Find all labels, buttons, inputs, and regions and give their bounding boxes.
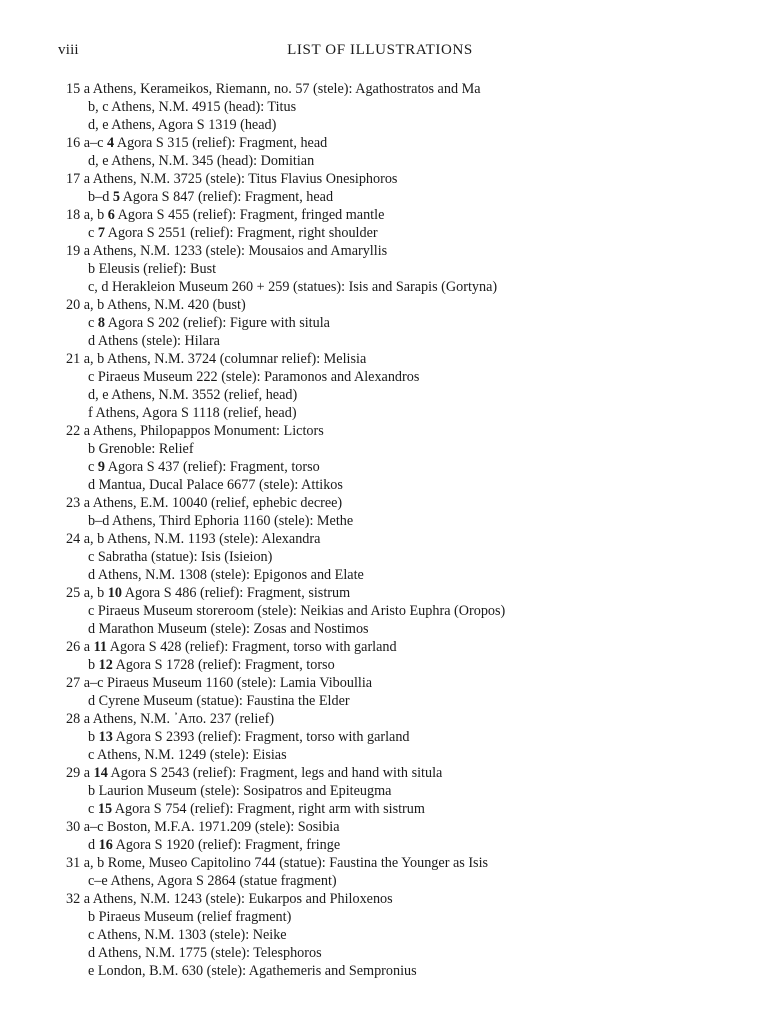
entry-text: e London, B.M. 630 (stele): Agathemeris and Sempronius xyxy=(88,963,417,979)
entry-text: d Cyrene Museum (statue): Faustina the Elder xyxy=(88,693,350,709)
entry-text: b, c Athens, N.M. 4915 (head): Titus xyxy=(88,99,297,115)
entry-text: b Eleusis (relief): Bust xyxy=(88,261,217,277)
entry-text: d, e Athens, N.M. 345 (head): Domitian xyxy=(88,153,315,169)
entry-text: c Sabratha (statue): Isis (Isieion) xyxy=(88,549,273,565)
list-item xyxy=(66,296,726,314)
list-item xyxy=(66,638,726,656)
entry-text-continued: Agora S 847 (relief): Fragment, head xyxy=(119,189,334,205)
list-item xyxy=(66,386,726,404)
list-item xyxy=(66,278,726,296)
agora-number: 16 xyxy=(98,837,113,853)
list-item xyxy=(66,458,726,476)
list-item xyxy=(66,368,726,386)
agora-number: 6 xyxy=(107,207,115,223)
entry-text: d Athens, N.M. 1775 (stele): Telesphoros xyxy=(88,945,322,961)
list-item xyxy=(66,890,726,908)
entry-text: 15 a Athens, Kerameikos, Riemann, no. 57 (stele): Agathostratos and Ma xyxy=(66,81,481,97)
list-item xyxy=(66,818,726,836)
entry-text: c, d Herakleion Museum 260 + 259 (statues): Isis and Sarapis (Gortyna) xyxy=(88,279,498,295)
list-item xyxy=(66,188,726,206)
list-item xyxy=(66,944,726,962)
entry-text-continued: Agora S 437 (relief): Fragment, torso xyxy=(104,459,320,475)
list-item xyxy=(66,710,726,728)
agora-number: 13 xyxy=(98,729,113,745)
agora-number: 5 xyxy=(112,189,120,205)
list-item xyxy=(66,962,726,980)
list-item xyxy=(66,836,726,854)
list-item xyxy=(66,548,726,566)
entry-text: 20 a, b Athens, N.M. 420 (bust) xyxy=(66,297,246,313)
entry-text: b xyxy=(88,657,99,673)
list-item xyxy=(66,314,726,332)
list-item xyxy=(66,728,726,746)
entry-text: 22 a Athens, Philopappos Monument: Lictors xyxy=(66,423,324,439)
entry-text: b Laurion Museum (stele): Sosipatros and Epiteugma xyxy=(88,783,392,799)
entry-text: c–e Athens, Agora S 2864 (statue fragment) xyxy=(88,873,337,889)
list-item xyxy=(66,134,726,152)
entry-text: 28 a Athens, N.M. ᾿Aπo. 237 (relief) xyxy=(66,711,275,727)
entry-text: c xyxy=(88,801,98,817)
entry-text: c Piraeus Museum storeroom (stele): Neikias and Aristo Euphra (Oropos) xyxy=(88,603,506,619)
entry-text: c Athens, N.M. 1249 (stele): Eisias xyxy=(88,747,287,763)
entry-text-continued: Agora S 428 (relief): Fragment, torso with garland xyxy=(107,639,397,655)
list-item xyxy=(66,656,726,674)
illustrations-list xyxy=(66,80,726,980)
list-item xyxy=(66,98,726,116)
entry-text: d Mantua, Ducal Palace 6677 (stele): Attikos xyxy=(88,477,343,493)
entry-text: b Grenoble: Relief xyxy=(88,441,194,457)
entry-text-continued: Agora S 315 (relief): Fragment, head xyxy=(114,135,328,151)
entry-text-continued: Agora S 2551 (relief): Fragment, right shoulder xyxy=(104,225,378,241)
entry-text: d Athens, N.M. 1308 (stele): Epigonos and Elate xyxy=(88,567,364,583)
list-item xyxy=(66,332,726,350)
list-item xyxy=(66,800,726,818)
agora-number: 14 xyxy=(93,765,108,781)
list-item xyxy=(66,620,726,638)
entry-text: d Athens (stele): Hilara xyxy=(88,333,220,349)
entry-text-continued: Agora S 1920 (relief): Fragment, fringe xyxy=(112,837,341,853)
running-title: LIST OF ILLUSTRATIONS xyxy=(287,42,473,58)
entry-text: 19 a Athens, N.M. 1233 (stele): Mousaios and Amaryllis xyxy=(66,243,388,259)
entry-text-continued: Agora S 202 (relief): Figure with situla xyxy=(104,315,330,331)
entry-text-continued: Agora S 486 (relief): Fragment, sistrum xyxy=(121,585,351,601)
entry-text: c xyxy=(88,459,98,475)
list-item xyxy=(66,512,726,530)
agora-number: 11 xyxy=(93,639,107,655)
list-item xyxy=(66,530,726,548)
page-number: viii xyxy=(58,42,79,58)
entry-text: c Athens, N.M. 1303 (stele): Neike xyxy=(88,927,287,943)
list-item xyxy=(66,692,726,710)
entry-text: d Marathon Museum (stele): Zosas and Nostimos xyxy=(88,621,369,637)
entry-text: 29 a xyxy=(66,765,94,781)
page-header xyxy=(58,42,702,66)
entry-text: 27 a–c Piraeus Museum 1160 (stele): Lamia Viboullia xyxy=(66,675,373,691)
list-item xyxy=(66,80,726,98)
agora-number: 8 xyxy=(97,315,105,331)
entry-text: 24 a, b Athens, N.M. 1193 (stele): Alexandra xyxy=(66,531,321,547)
entry-text: c xyxy=(88,225,98,241)
list-item xyxy=(66,224,726,242)
entry-text: 23 a Athens, E.M. 10040 (relief, ephebic decree) xyxy=(66,495,343,511)
list-item xyxy=(66,350,726,368)
list-item xyxy=(66,116,726,134)
list-item xyxy=(66,494,726,512)
agora-number: 4 xyxy=(106,135,115,151)
list-item xyxy=(66,242,726,260)
list-item xyxy=(66,260,726,278)
list-item xyxy=(66,602,726,620)
list-item xyxy=(66,584,726,602)
entry-text: 31 a, b Rome, Museo Capitolino 744 (statue): Faustina the Younger as Isis xyxy=(66,855,489,871)
list-item xyxy=(66,782,726,800)
entry-text-continued: Agora S 455 (relief): Fragment, fringed mantle xyxy=(114,207,385,223)
entry-text: b xyxy=(88,729,99,745)
agora-number: 9 xyxy=(97,459,105,475)
entry-text-continued: Agora S 2393 (relief): Fragment, torso with garland xyxy=(112,729,410,745)
agora-number: 12 xyxy=(98,657,113,673)
entry-text: d xyxy=(88,837,99,853)
entry-text: d, e Athens, Agora S 1319 (head) xyxy=(88,117,277,133)
list-item xyxy=(66,674,726,692)
list-item xyxy=(66,440,726,458)
entry-text: 21 a, b Athens, N.M. 3724 (columnar relief): Melisia xyxy=(66,351,367,367)
entry-text: b Piraeus Museum (relief fragment) xyxy=(88,909,292,925)
entry-text: 18 a, b xyxy=(66,207,108,223)
entry-text: b–d Athens, Third Ephoria 1160 (stele): Methe xyxy=(88,513,354,529)
list-item xyxy=(66,746,726,764)
entry-text: 17 a Athens, N.M. 3725 (stele): Titus Flavius Onesiphoros xyxy=(66,171,398,187)
list-item xyxy=(66,170,726,188)
list-item xyxy=(66,566,726,584)
list-item xyxy=(66,422,726,440)
list-item xyxy=(66,926,726,944)
agora-number: 15 xyxy=(97,801,113,817)
entry-text: b–d xyxy=(88,189,113,205)
list-item xyxy=(66,404,726,422)
list-item xyxy=(66,152,726,170)
list-item xyxy=(66,854,726,872)
list-item xyxy=(66,908,726,926)
entry-text: f Athens, Agora S 1118 (relief, head) xyxy=(88,405,297,421)
entry-text: d, e Athens, N.M. 3552 (relief, head) xyxy=(88,387,298,403)
entry-text: c xyxy=(88,315,98,331)
entry-text: 30 a–c Boston, M.F.A. 1971.209 (stele): Sosibia xyxy=(66,819,340,835)
list-item xyxy=(66,872,726,890)
entry-text-continued: Agora S 1728 (relief): Fragment, torso xyxy=(112,657,335,673)
list-item xyxy=(66,476,726,494)
entry-text: c Piraeus Museum 222 (stele): Paramonos and Alexandros xyxy=(88,369,420,385)
entry-text: 25 a, b xyxy=(66,585,108,601)
agora-number: 10 xyxy=(107,585,122,601)
entry-text: 32 a Athens, N.M. 1243 (stele): Eukarpos and Philoxenos xyxy=(66,891,393,907)
list-item xyxy=(66,764,726,782)
entry-text: 16 a–c xyxy=(66,135,107,151)
agora-number: 7 xyxy=(97,225,105,241)
list-item xyxy=(66,206,726,224)
entry-text-continued: Agora S 754 (relief): Fragment, right arm with sistrum xyxy=(112,801,425,817)
entry-text: 26 a xyxy=(66,639,94,655)
entry-text-continued: Agora S 2543 (relief): Fragment, legs and hand with situla xyxy=(107,765,443,781)
